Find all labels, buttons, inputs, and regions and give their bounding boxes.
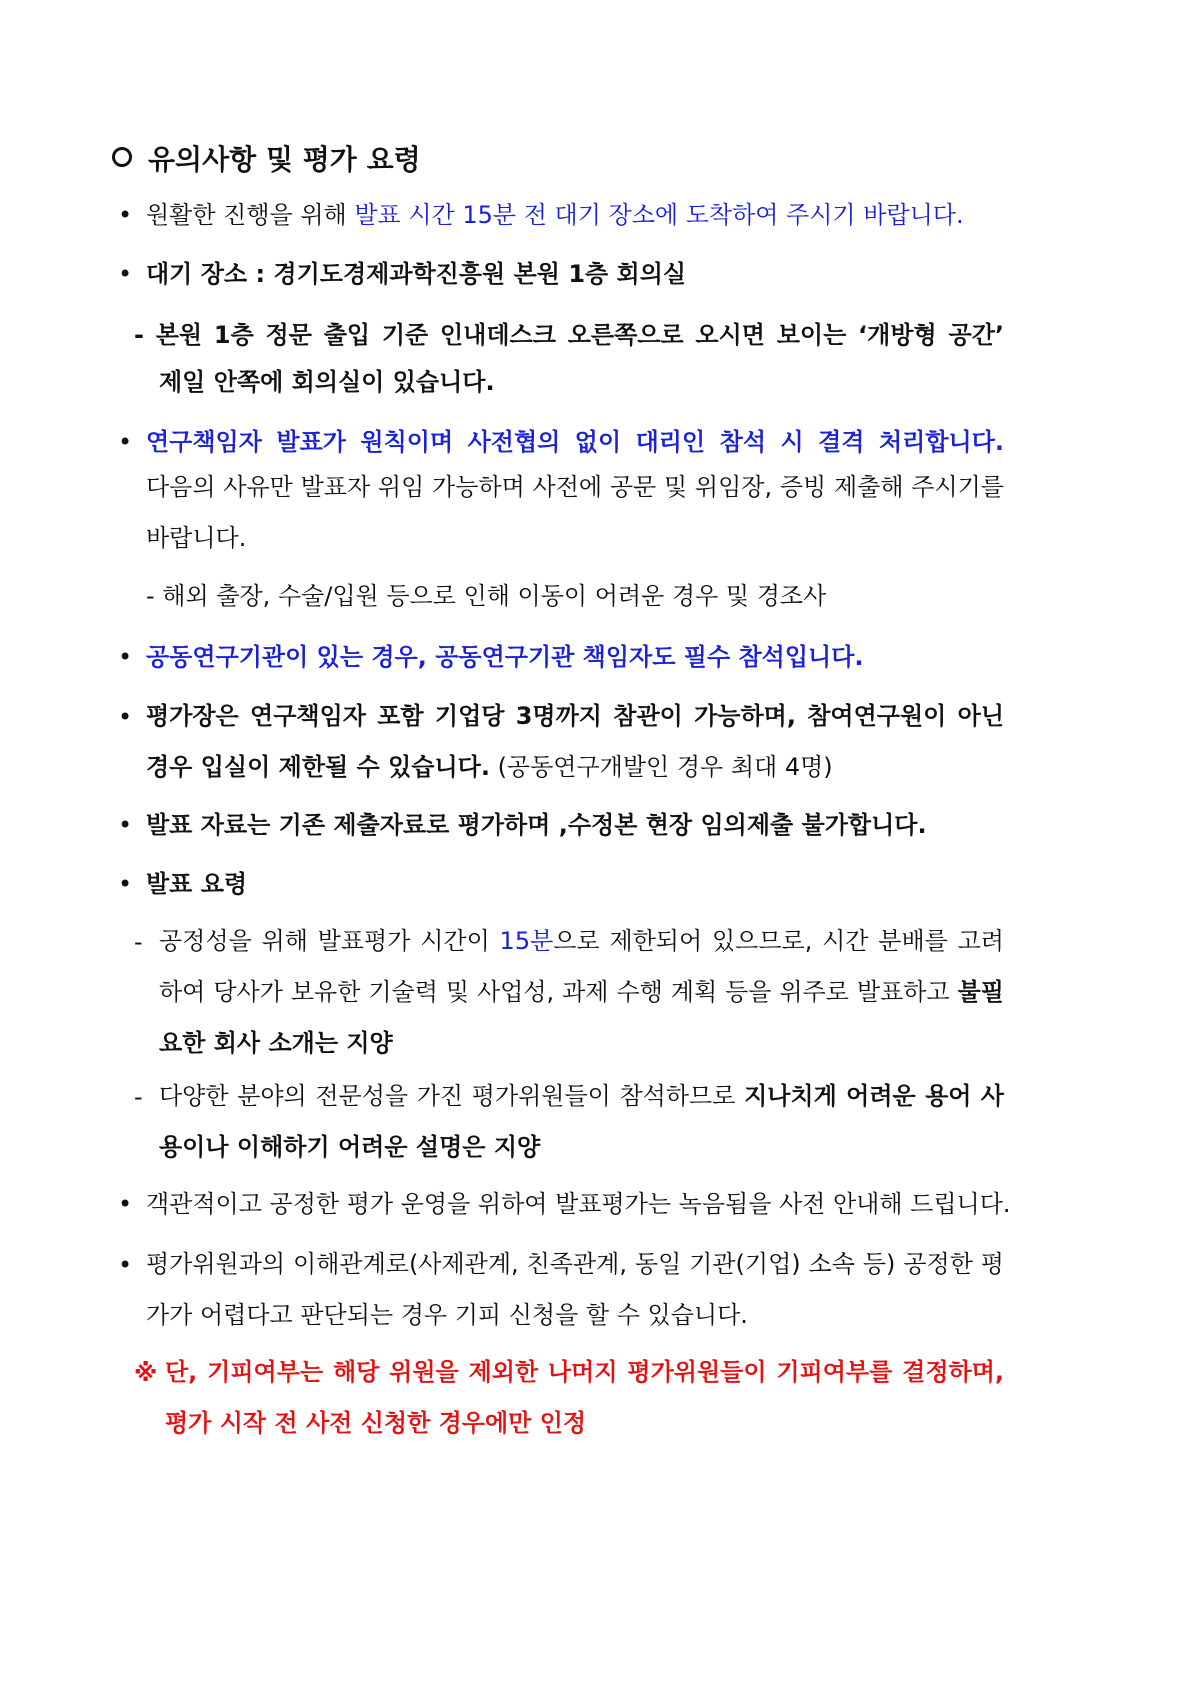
bullet-icon: • [118, 643, 133, 671]
note-mark: ※ [134, 1359, 158, 1387]
bullet-icon: • [118, 260, 133, 288]
recusal-item: 평가위원과의 이해관계로(사제관계, 친족관계, 동일 기관(기업) 소속 등) 공정한 평가가 어렵다고 판단되는 경우 기피 신청을 할 수 있습니다. [146, 1250, 1004, 1329]
bullet-icon: • [118, 1190, 133, 1218]
recording-item: 객관적이고 공정한 평가 운영을 위하여 발표평가는 녹음됨을 사전 안내해 드립니다. [146, 1190, 1011, 1218]
guideline-2 [159, 1071, 1004, 1173]
guideline-2-text-a: 다양한 분야의 전문성을 가진 평가위원들이 참석하므로 [159, 1082, 745, 1110]
guideline-2-bold: 지나치게 어려운 용어 사용이나 이해하기 어려운 설명은 지양 [159, 1082, 1004, 1161]
dash-marker: - [134, 928, 143, 956]
proxy-reasons: - 해외 출장, 수술/입원 등으로 인해 이동이 어려운 경우 및 경조사 [146, 582, 827, 610]
dash-marker: - [134, 1083, 143, 1111]
guideline-1-bold: 불필요한 회사 소개는 지양 [159, 978, 1004, 1057]
circle-bullet-icon [112, 147, 132, 167]
bullet-icon: • [118, 703, 133, 731]
waiting-detail-line-1: - 본원 1층 정문 출입 기준 인내데스크 오른쪽으로 오시면 보이는 ‘개방형 공간’ [134, 321, 1004, 349]
section-heading-text: 유의사항 및 평가 요령 [148, 143, 421, 176]
recusal-note: 단, 기피여부는 해당 위원을 제외한 나머지 평가위원들이 기피여부를 결정하며, 평가 시작 전 사전 신청한 경우에만 인정 [165, 1358, 1004, 1437]
guideline-1-text-a: 공정성을 위해 발표평가 시간이 [159, 927, 500, 955]
materials-item: 발표 자료는 기존 제출자료로 평가하며 ,수정본 현장 임의제출 불가합니다. [146, 811, 927, 839]
guideline-title: 발표 요령 [146, 870, 248, 898]
guideline-1 [159, 916, 1004, 1069]
arrival-highlight: 발표 시간 15분 전 대기 장소에 도착하여 주시기 바랍니다. [354, 201, 964, 229]
bullet-icon: • [118, 811, 133, 839]
proxy-highlight: 연구책임자 발표가 원칙이며 사전협의 없이 대리인 참석 시 결격 처리합니다. [146, 428, 1004, 456]
section-heading [112, 140, 421, 180]
observer-item [146, 691, 1004, 793]
waiting-place-item: 대기 장소 : 경기도경제과학진흥원 본원 1층 회의실 [146, 260, 687, 288]
bullet-icon: • [118, 428, 133, 456]
arrival-item [146, 198, 964, 232]
observer-note: (공동연구개발인 경우 최대 4명) [489, 753, 833, 781]
bullet-icon: • [118, 201, 133, 229]
bullet-icon: • [118, 1251, 133, 1279]
waiting-detail-line-2: 제일 안쪽에 회의실이 있습니다. [159, 368, 495, 396]
guideline-1-time: 15분 [499, 927, 554, 955]
bullet-icon: • [118, 870, 133, 898]
guideline-1-text-b: 으로 제한되어 있으므로, 시간 분배를 고려하여 당사가 보유한 기술력 및 사업성, 과제 수행 계획 등을 위주로 발표하고 [159, 927, 1004, 1006]
observer-bold: 평가장은 연구책임자 포함 기업당 3명까지 참관이 가능하며, 참여연구원이 아닌 경우 입실이 제한될 수 있습니다. [146, 702, 1004, 781]
joint-attendance-item: 공동연구기관이 있는 경우, 공동연구기관 책임자도 필수 참석입니다. [146, 643, 864, 671]
arrival-prefix: 원활한 진행을 위해 [146, 201, 355, 229]
proxy-note: 다음의 사유만 발표자 위임 가능하며 사전에 공문 및 위임장, 증빙 제출해 주시기를 바랍니다. [146, 473, 1004, 552]
